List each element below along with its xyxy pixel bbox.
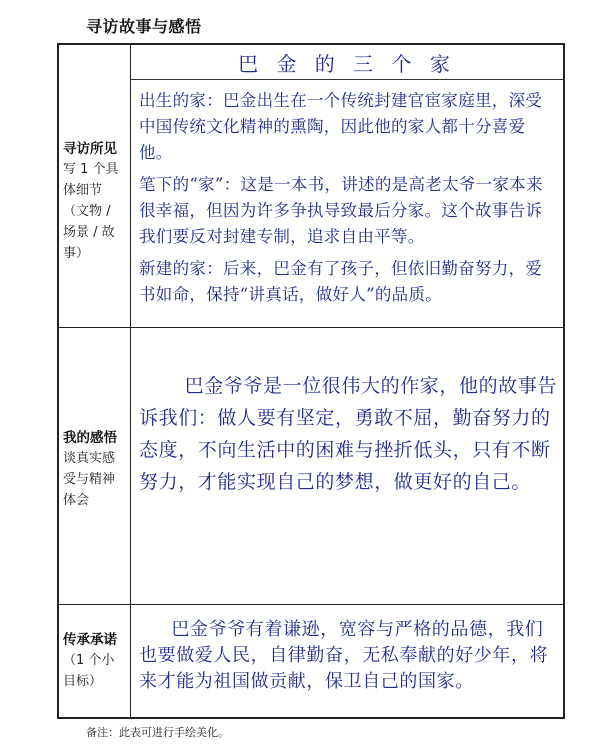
- footnote: 备注：此表可进行手绘美化。: [86, 726, 229, 739]
- promise-label-cell: [59, 605, 131, 717]
- interview-paragraph-birth-home: 出生的家：巴金出生在一个传统封建官宦家庭里，深受中国传统文化精神的熏陶，因此他的家人都十分喜爱他。: [139, 91, 543, 162]
- interview-content-cell: [131, 45, 563, 327]
- interview-paragraph-book-home: 笔下的“家”：这是一本书，讲述的是高老太爷一家本来很幸福，但因为许多争执导致最后分家。这个故事告诉我们要反对封建专制，追求自由平等。: [139, 175, 543, 246]
- promise-row: [59, 605, 563, 717]
- interview-label-desc: 写 1 个具体细节（文物 / 场景 / 故事）: [63, 161, 119, 261]
- interview-label-cell: [59, 45, 131, 327]
- reflection-content-cell: [131, 328, 563, 604]
- essay-heading: 巴 金 的 三 个 家: [131, 49, 563, 80]
- promise-label-title: 传承承诺: [63, 632, 117, 648]
- page-title: 寻访故事与感悟: [86, 17, 202, 36]
- reflection-label-title: 我的感悟: [63, 429, 117, 446]
- reflection-text: 巴金爷爷是一位很伟大的作家，他的故事告诉我们：做人要有坚定，勇敢不屈，勤奋努力的态度，不向生活中的困难与挫折低头，只有不断努力，才能实现自己的梦想，做更好的自己。: [139, 375, 557, 493]
- interview-paragraph-new-home: 新建的家：后来，巴金有了孩子，但依旧勤奋努力，爱书如命，保持“讲真话，做好人”的品质。: [139, 259, 543, 304]
- reflection-row: [59, 328, 563, 605]
- interview-row: [59, 45, 563, 328]
- promise-content-cell: [131, 605, 563, 717]
- promise-text: 巴金爷爷有着谦逊，宽容与严格的品德，我们也要做爱人民，自律勤奋，无私奉献的好少年，将来才能为祖国做贡献，保卫自己的国家。: [139, 619, 549, 692]
- reflection-label-desc: 谈真实感受与精神体会: [63, 450, 116, 508]
- promise-label-desc: （1 个小目标）: [63, 653, 115, 689]
- reflection-label-cell: [59, 328, 131, 604]
- interview-label-title: 寻访所见: [63, 140, 117, 157]
- worksheet-table: [57, 43, 565, 719]
